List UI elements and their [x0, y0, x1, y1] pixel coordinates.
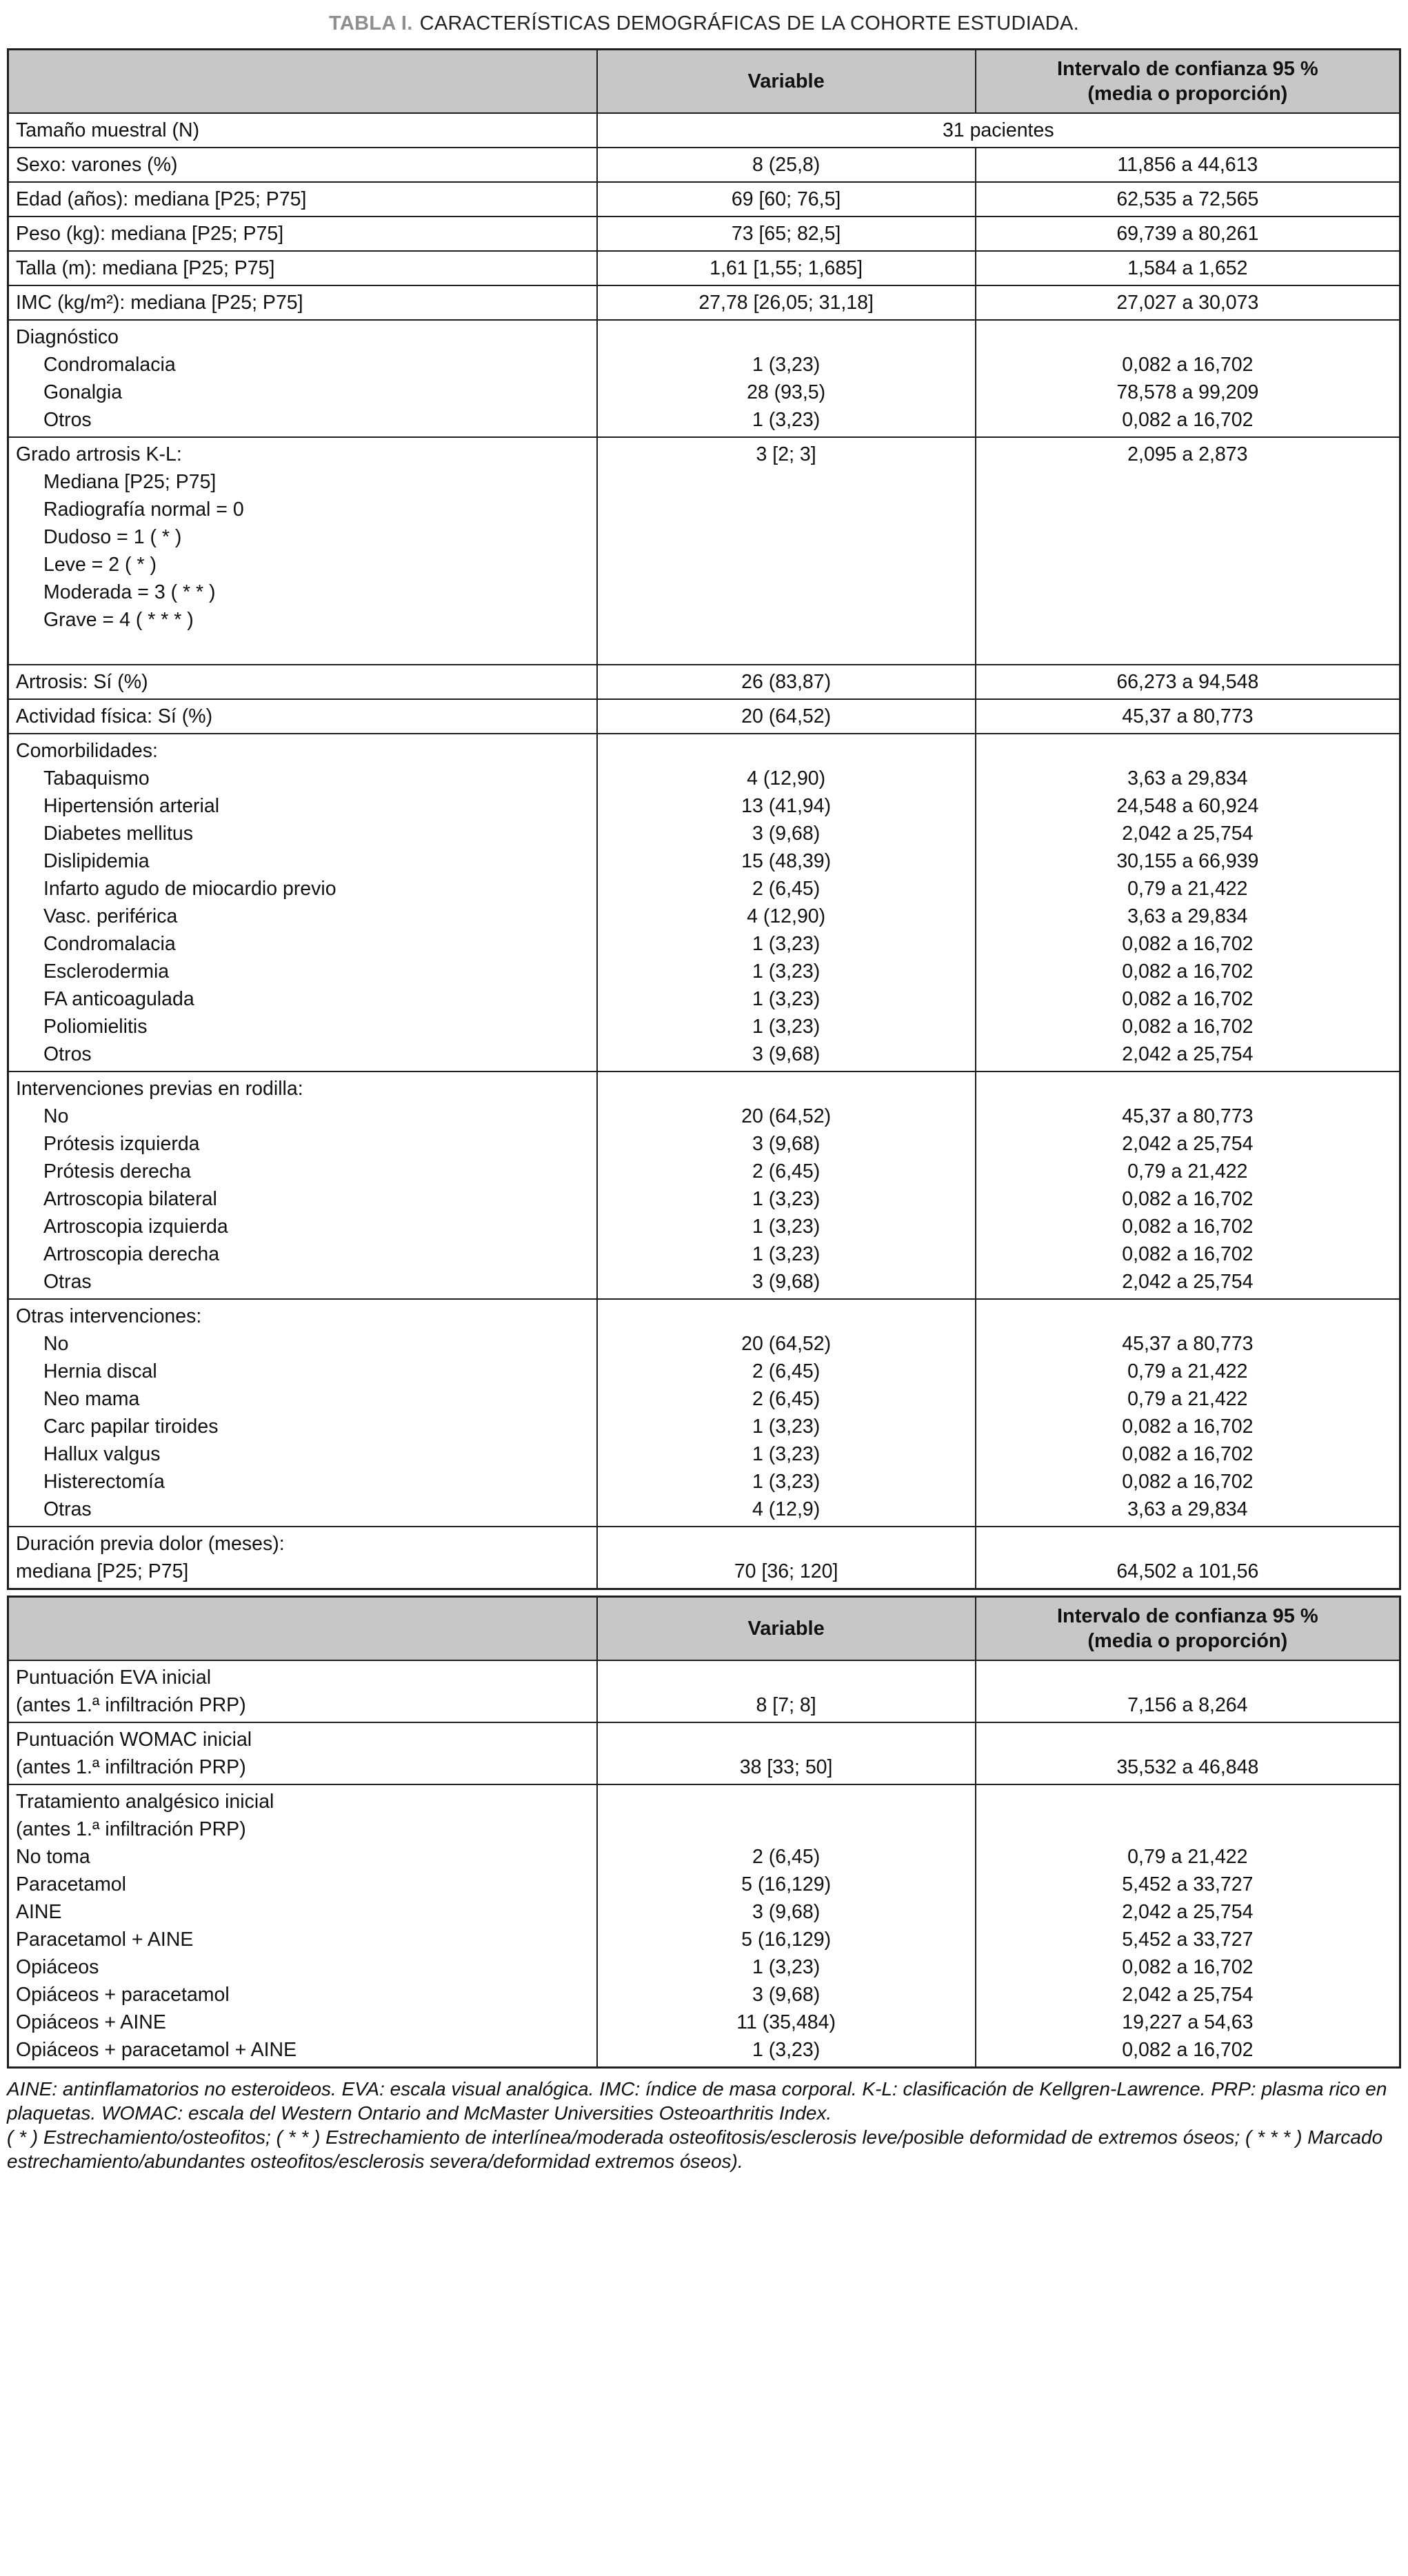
cell-line: 69 [60; 76,5] — [731, 188, 841, 210]
cell-line: 70 [36; 120] — [734, 1560, 838, 1582]
cell-line: 3,63 a 29,834 — [1127, 905, 1248, 927]
cell-line: Esclerodermia — [43, 960, 170, 983]
cell-line: 3,63 a 29,834 — [1127, 767, 1248, 789]
cell-line: 0,082 a 16,702 — [1122, 1443, 1254, 1465]
cell-line: 11,856 a 44,613 — [1117, 154, 1258, 176]
row-value-cell — [597, 699, 976, 734]
cell-line: 1 (3,23) — [752, 1016, 821, 1038]
footnote-kl-grades: ( * ) Estrechamiento/osteofitos; ( * * ) Estrechamiento de interlínea/moderada osteofitosis/esclerosis leve/posible deformidad de extremos óseos; ( * * * ) Marcado estrechamiento/abundantes osteofitos/esclerosis severa/deformidad extremos óseos). — [7, 2126, 1383, 2172]
row-ci-cell — [976, 437, 1400, 665]
cell-line: 2,042 a 25,754 — [1122, 1043, 1254, 1065]
cell-line: IMC (kg/m²): mediana [P25; P75] — [16, 292, 303, 314]
table-row — [8, 1299, 1400, 1527]
cell-line: Peso (kg): mediana [P25; P75] — [16, 223, 284, 245]
cell-line: 27,027 a 30,073 — [1116, 292, 1259, 314]
cell-line: 26 (83,87) — [741, 671, 832, 693]
row-value-cell — [597, 285, 976, 320]
table-title — [7, 11, 1401, 36]
row-ci-cell — [976, 1527, 1400, 1589]
cell-line: Hallux valgus — [43, 1443, 161, 1465]
cell-line: 8 [7; 8] — [756, 1694, 816, 1716]
cell-line: 30,155 a 66,939 — [1116, 850, 1259, 872]
table-row — [8, 182, 1400, 217]
row-value-cell — [597, 251, 976, 285]
cell-line: Hernia discal — [43, 1360, 157, 1382]
cell-line: No toma — [16, 1846, 90, 1868]
cell-line: 5,452 a 33,727 — [1122, 1929, 1254, 1951]
row-ci-cell — [976, 1660, 1400, 1722]
row-label-cell — [8, 1071, 597, 1299]
cell-line: 2,042 a 25,754 — [1122, 823, 1254, 845]
cell-line — [983, 1302, 1392, 1330]
ci-header-line1: Intervalo de confianza 95 % — [1056, 58, 1318, 80]
row-label-cell — [8, 1660, 597, 1722]
footnotes — [7, 2077, 1401, 2173]
table-row — [8, 1527, 1400, 1589]
cell-line: 3 (9,68) — [752, 1901, 821, 1923]
cell-line — [605, 323, 968, 351]
cell-line: 0,082 a 16,702 — [1122, 1216, 1254, 1238]
row-label-cell — [8, 320, 597, 437]
row-ci-cell — [976, 285, 1400, 320]
cell-line: Opiáceos + AINE — [16, 2011, 166, 2033]
row-ci-cell — [976, 148, 1400, 182]
cell-line — [16, 634, 590, 661]
row-value-cell — [597, 182, 976, 217]
cell-line — [605, 737, 968, 765]
cell-line: 0,082 a 16,702 — [1122, 1956, 1254, 1978]
row-value-cell — [597, 1527, 976, 1589]
cell-line: 2 (6,45) — [752, 1846, 821, 1868]
cell-line: Actividad física: Sí (%) — [16, 705, 213, 727]
cell-line: 2,042 a 25,754 — [1122, 1901, 1254, 1923]
cell-line: 1 (3,23) — [752, 1443, 821, 1465]
cell-line — [983, 323, 1392, 351]
table-section-1 — [7, 48, 1401, 1590]
cell-line: 3 (9,68) — [752, 1984, 821, 2006]
cell-line: 24,548 a 60,924 — [1116, 795, 1259, 817]
cell-line: Dislipidemia — [43, 850, 150, 872]
cell-line: Diabetes mellitus — [43, 823, 194, 845]
cell-line: Otros — [43, 409, 92, 431]
cell-line: 1,61 [1,55; 1,685] — [710, 257, 863, 279]
row-ci-cell — [976, 734, 1400, 1071]
table-section-2 — [7, 1596, 1401, 2069]
row-ci-cell — [976, 1784, 1400, 2068]
cell-line: (antes 1.ª infiltración PRP) — [16, 1818, 246, 1840]
table-title-label: TABLA I. — [328, 12, 413, 34]
cell-line: 5 (16,129) — [741, 1873, 832, 1895]
cell-line: 13 (41,94) — [741, 795, 832, 817]
cell-line: 0,79 a 21,422 — [1127, 878, 1248, 900]
table-title-text: CARACTERÍSTICAS DEMOGRÁFICAS DE LA COHORTE ESTUDIADA. — [419, 12, 1079, 34]
cell-line: Puntuación WOMAC inicial — [16, 1729, 252, 1751]
row-value-cell — [597, 665, 976, 699]
cell-line: Gonalgia — [43, 381, 123, 403]
cell-line: 64,502 a 101,56 — [1116, 1560, 1259, 1582]
table-row — [8, 251, 1400, 285]
cell-line: 1 (3,23) — [752, 1216, 821, 1238]
cell-line: 2,042 a 25,754 — [1122, 1133, 1254, 1155]
cell-line: 7,156 a 8,264 — [1127, 1694, 1248, 1716]
cell-line: 1 (3,23) — [752, 933, 821, 955]
table-row — [8, 320, 1400, 437]
cell-line — [605, 1075, 968, 1103]
column-header-variable: Variable — [597, 1597, 976, 1661]
cell-line: 62,535 a 72,565 — [1116, 188, 1259, 210]
cell-line: 3 (9,68) — [752, 1271, 821, 1293]
cell-line: 0,79 a 21,422 — [1127, 1846, 1248, 1868]
cell-line: 0,082 a 16,702 — [1122, 409, 1254, 431]
cell-line: 0,082 a 16,702 — [1122, 988, 1254, 1010]
row-value-cell — [597, 320, 976, 437]
cell-line: 19,227 a 54,63 — [1122, 2011, 1254, 2033]
cell-line: 1 (3,23) — [752, 988, 821, 1010]
table-row — [8, 148, 1400, 182]
cell-line: Mediana [P25; P75] — [43, 471, 217, 493]
cell-line: 2 (6,45) — [752, 1388, 821, 1410]
cell-line: 0,082 a 16,702 — [1122, 354, 1254, 376]
cell-line: Otros — [43, 1043, 92, 1065]
cell-line: Poliomielitis — [43, 1016, 148, 1038]
cell-line: 1 (3,23) — [752, 1471, 821, 1493]
row-ci-cell — [976, 251, 1400, 285]
cell-line — [605, 1664, 968, 1691]
cell-line: 20 (64,52) — [741, 705, 832, 727]
cell-line: 0,082 a 16,702 — [1122, 1016, 1254, 1038]
row-ci-cell — [976, 1722, 1400, 1784]
cell-line: Puntuación EVA inicial — [16, 1667, 212, 1689]
cell-line: 4 (12,90) — [747, 767, 826, 789]
cell-line: 11 (35,484) — [736, 2011, 836, 2033]
table-row — [8, 217, 1400, 251]
row-value-cell — [597, 1660, 976, 1722]
cell-line — [983, 1788, 1392, 1815]
cell-line: (antes 1.ª infiltración PRP) — [16, 1756, 246, 1778]
cell-line: Tamaño muestral (N) — [16, 119, 200, 141]
cell-line: 2 (6,45) — [752, 1360, 821, 1382]
cell-line: 5 (16,129) — [741, 1929, 832, 1951]
cell-line: Comorbilidades: — [16, 740, 158, 762]
cell-line: Artroscopia bilateral — [43, 1188, 217, 1210]
cell-line: mediana [P25; P75] — [16, 1560, 189, 1582]
column-header-variable: Variable — [597, 50, 976, 114]
cell-line: Artroscopia derecha — [43, 1243, 220, 1265]
cell-line: Grado artrosis K-L: — [16, 443, 182, 465]
cell-line: 3 [2; 3] — [756, 443, 816, 465]
cell-line: Dudoso = 1 ( * ) — [43, 526, 182, 548]
cell-line: Carc papilar tiroides — [43, 1416, 219, 1438]
empty-header-cell — [8, 50, 597, 114]
cell-line: Opiáceos — [16, 1956, 99, 1978]
cell-line: 69,739 a 80,261 — [1116, 223, 1259, 245]
row-label-cell — [8, 1722, 597, 1784]
table-row — [8, 1784, 1400, 2068]
row-label-cell — [8, 182, 597, 217]
row-label-cell — [8, 734, 597, 1071]
cell-line — [605, 1530, 968, 1558]
cell-line — [605, 1726, 968, 1753]
cell-line: 0,082 a 16,702 — [1122, 1471, 1254, 1493]
header-row — [8, 1597, 1400, 1661]
cell-line: Paracetamol — [16, 1873, 126, 1895]
cell-line: 35,532 a 46,848 — [1116, 1756, 1259, 1778]
cell-line: 3 (9,68) — [752, 1043, 821, 1065]
row-span-cell: 31 pacientes — [597, 113, 1400, 148]
cell-line: 66,273 a 94,548 — [1116, 671, 1259, 693]
row-value-cell — [597, 1071, 976, 1299]
row-label-cell — [8, 251, 597, 285]
cell-line: 0,082 a 16,702 — [1122, 933, 1254, 955]
row-ci-cell — [976, 665, 1400, 699]
cell-line: 2 (6,45) — [752, 1160, 821, 1183]
cell-line: 38 [33; 50] — [739, 1756, 833, 1778]
cell-line — [983, 1815, 1392, 1843]
cell-line: 3 (9,68) — [752, 1133, 821, 1155]
cell-line: Condromalacia — [43, 933, 176, 955]
cell-line — [983, 1530, 1392, 1558]
cell-line: (antes 1.ª infiltración PRP) — [16, 1694, 246, 1716]
row-ci-cell — [976, 182, 1400, 217]
table-row — [8, 113, 1400, 148]
table-row — [8, 1071, 1400, 1299]
cell-line: Intervenciones previas en rodilla: — [16, 1078, 303, 1100]
cell-line: 1,584 a 1,652 — [1127, 257, 1248, 279]
row-ci-cell — [976, 1299, 1400, 1527]
cell-line: No — [43, 1333, 69, 1355]
row-label-cell — [8, 665, 597, 699]
cell-line: 4 (12,9) — [752, 1498, 821, 1520]
cell-line: 1 (3,23) — [752, 354, 821, 376]
cell-line: 3,63 a 29,834 — [1127, 1498, 1248, 1520]
cell-line: Otras — [43, 1271, 92, 1293]
cell-line: 0,082 a 16,702 — [1122, 960, 1254, 983]
cell-line: Opiáceos + paracetamol + AINE — [16, 2039, 297, 2061]
cell-line: 2 (6,45) — [752, 878, 821, 900]
cell-line: FA anticoagulada — [43, 988, 194, 1010]
row-label-cell — [8, 1784, 597, 2068]
column-header-ci — [976, 1597, 1400, 1661]
row-value-cell — [597, 1784, 976, 2068]
cell-line: 1 (3,23) — [752, 1956, 821, 1978]
cell-line — [605, 1788, 968, 1815]
cell-line: Duración previa dolor (meses): — [16, 1533, 285, 1555]
cell-line: 45,37 a 80,773 — [1122, 705, 1254, 727]
cell-line: Tratamiento analgésico inicial — [16, 1791, 274, 1813]
row-label-cell — [8, 148, 597, 182]
cell-line: Condromalacia — [43, 354, 176, 376]
ci-header-line2: (media o proporción) — [1087, 1630, 1288, 1652]
cell-line: Diagnóstico — [16, 326, 119, 348]
row-value-cell — [597, 1722, 976, 1784]
cell-line — [983, 1075, 1392, 1103]
cell-line: Artrosis: Sí (%) — [16, 671, 148, 693]
cell-line: Prótesis izquierda — [43, 1133, 200, 1155]
cell-line: 45,37 a 80,773 — [1122, 1333, 1254, 1355]
cell-line: Edad (años): mediana [P25; P75] — [16, 188, 307, 210]
footnote-abbreviations: AINE: antinflamatorios no esteroideos. EVA: escala visual analógica. IMC: índice de masa corporal. K-L: clasificación de Kellgren-Lawrence. PRP: plasma rico en plaquetas. WOMAC: escala del Western Ontario and McMaster Universities Osteoarthritis Index. — [7, 2078, 1387, 2124]
row-value-cell — [597, 217, 976, 251]
row-value-cell — [597, 1299, 976, 1527]
cell-line: 27,78 [26,05; 31,18] — [698, 292, 874, 314]
cell-line: 4 (12,90) — [747, 905, 826, 927]
cell-line: 0,082 a 16,702 — [1122, 2039, 1254, 2061]
table-row — [8, 1722, 1400, 1784]
column-header-ci — [976, 50, 1400, 114]
row-label-cell — [8, 1299, 597, 1527]
cell-line: 1 (3,23) — [752, 1243, 821, 1265]
cell-line: Otras intervenciones: — [16, 1305, 202, 1327]
cell-line: Histerectomía — [43, 1471, 165, 1493]
cell-line: 45,37 a 80,773 — [1122, 1105, 1254, 1127]
table-row — [8, 734, 1400, 1071]
cell-line: Opiáceos + paracetamol — [16, 1984, 230, 2006]
table-row — [8, 665, 1400, 699]
cell-line: Infarto agudo de miocardio previo — [43, 878, 336, 900]
cell-line: Vasc. periférica — [43, 905, 178, 927]
cell-line: Artroscopia izquierda — [43, 1216, 228, 1238]
cell-line: 0,79 a 21,422 — [1127, 1160, 1248, 1183]
header-row — [8, 50, 1400, 114]
cell-line: 2,042 a 25,754 — [1122, 1984, 1254, 2006]
cell-line: 20 (64,52) — [741, 1105, 832, 1127]
table-row — [8, 437, 1400, 665]
cell-line: Moderada = 3 ( * * ) — [43, 581, 216, 603]
cell-line: Leve = 2 ( * ) — [43, 554, 157, 576]
cell-line: Radiografía normal = 0 — [43, 499, 244, 521]
cell-line: No — [43, 1105, 69, 1127]
cell-line: 0,082 a 16,702 — [1122, 1416, 1254, 1438]
cell-line: 1 (3,23) — [752, 2039, 821, 2061]
cell-line: Paracetamol + AINE — [16, 1929, 194, 1951]
row-value-cell — [597, 437, 976, 665]
cell-line: 1 (3,23) — [752, 960, 821, 983]
cell-line: Otras — [43, 1498, 92, 1520]
cell-line: Tabaquismo — [43, 767, 150, 789]
cell-line: AINE — [16, 1901, 62, 1923]
row-label-cell — [8, 217, 597, 251]
cell-line: Grave = 4 ( * * * ) — [43, 609, 194, 631]
row-ci-cell — [976, 217, 1400, 251]
cell-line: 0,082 a 16,702 — [1122, 1188, 1254, 1210]
cell-line: Hipertensión arterial — [43, 795, 220, 817]
cell-line: 3 (9,68) — [752, 823, 821, 845]
row-label-cell — [8, 113, 597, 148]
row-label-cell — [8, 1527, 597, 1589]
cell-line: 1 (3,23) — [752, 409, 821, 431]
cell-line: 2,095 a 2,873 — [1127, 443, 1248, 465]
row-ci-cell — [976, 1071, 1400, 1299]
cell-line: 1 (3,23) — [752, 1188, 821, 1210]
cell-line — [605, 1302, 968, 1330]
cell-line: 0,79 a 21,422 — [1127, 1388, 1248, 1410]
cell-line: 1 (3,23) — [752, 1416, 821, 1438]
cell-line: 0,082 a 16,702 — [1122, 1243, 1254, 1265]
cell-line: Sexo: varones (%) — [16, 154, 178, 176]
cell-line — [983, 1664, 1392, 1691]
cell-line: Prótesis derecha — [43, 1160, 191, 1183]
ci-header-line2: (media o proporción) — [1087, 83, 1288, 105]
row-label-cell — [8, 699, 597, 734]
row-label-cell — [8, 285, 597, 320]
table-row — [8, 699, 1400, 734]
cell-line: 28 (93,5) — [747, 381, 826, 403]
cell-line: 78,578 a 99,209 — [1116, 381, 1259, 403]
cell-line: 8 (25,8) — [752, 154, 821, 176]
cell-line — [983, 737, 1392, 765]
cell-line — [605, 1815, 968, 1843]
row-ci-cell — [976, 320, 1400, 437]
table-row — [8, 285, 1400, 320]
row-value-cell — [597, 148, 976, 182]
ci-header-line1: Intervalo de confianza 95 % — [1056, 1605, 1318, 1627]
cell-line: 73 [65; 82,5] — [731, 223, 841, 245]
cell-line: 2,042 a 25,754 — [1122, 1271, 1254, 1293]
cell-line: 20 (64,52) — [741, 1333, 832, 1355]
cell-line — [983, 1726, 1392, 1753]
row-ci-cell — [976, 699, 1400, 734]
cell-line: 0,79 a 21,422 — [1127, 1360, 1248, 1382]
table-row — [8, 1660, 1400, 1722]
cell-line: 5,452 a 33,727 — [1122, 1873, 1254, 1895]
cell-line: 15 (48,39) — [741, 850, 832, 872]
empty-header-cell — [8, 1597, 597, 1661]
cell-line: Neo mama — [43, 1388, 140, 1410]
cell-line: Talla (m): mediana [P25; P75] — [16, 257, 275, 279]
row-label-cell — [8, 437, 597, 665]
row-value-cell — [597, 734, 976, 1071]
